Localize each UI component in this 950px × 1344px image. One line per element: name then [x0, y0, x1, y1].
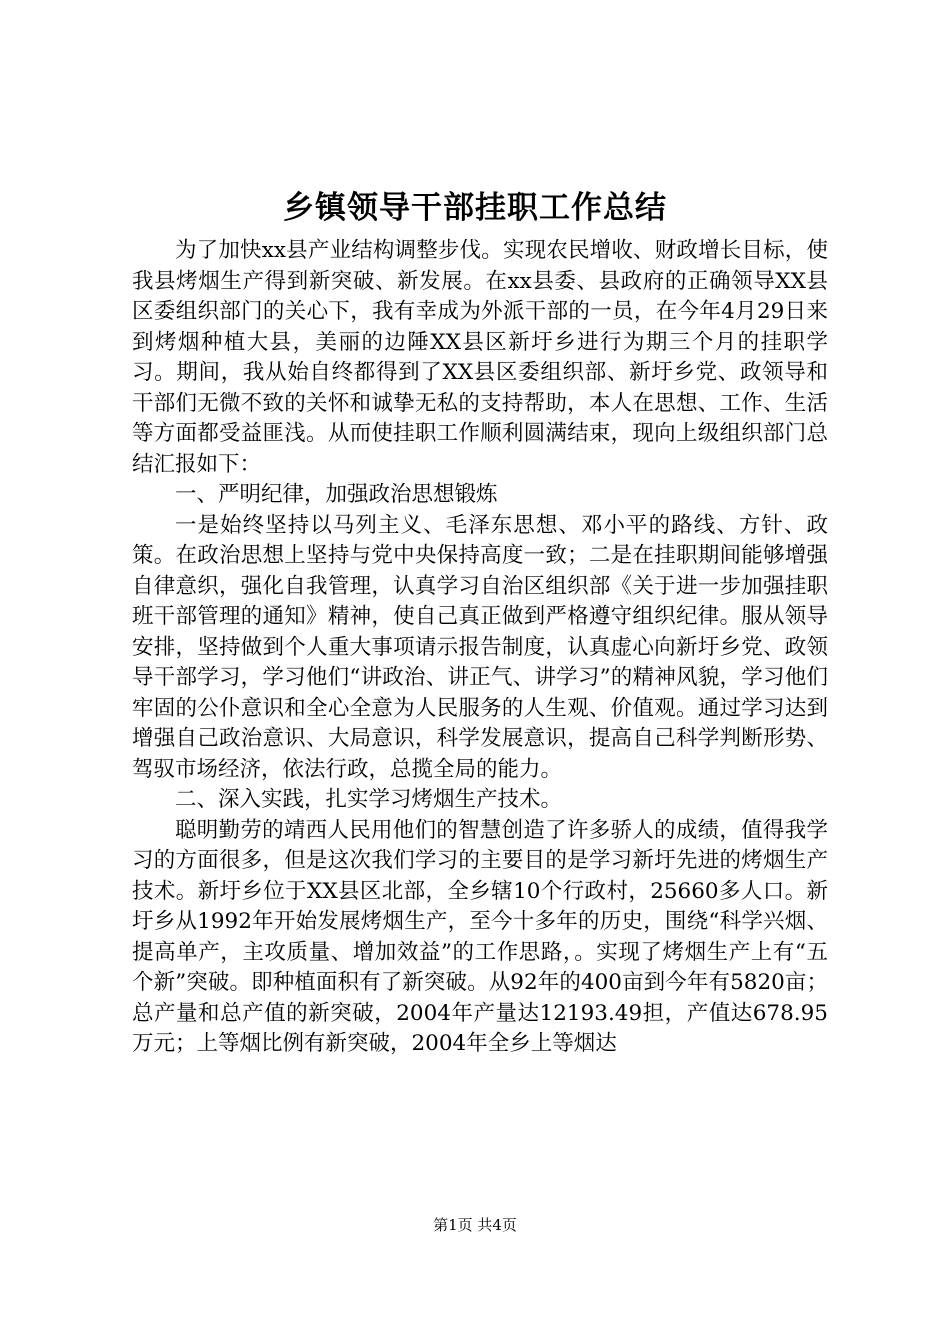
document-title: 乡镇领导干部挂职工作总结 — [283, 190, 667, 226]
section-1-paragraph: 一是始终坚持以马列主义、毛泽东思想、邓小平的路线、方针、政策。在政治思想上坚持与党中央保持高度一致；二是在挂职期间能够增强自律意织，强化自我管理，认真学习自治区组织部《关于进一步加强挂职班干部管理的通知》精神，使自己真正做到严格遵守组织纪律。服从领导安排，坚持做到个人重大事项请示报告制度，认真虚心向新圩乡党、政领导干部学习，学习他们“讲政治、讲正气、讲学习”的精神风貌，学习他们牢固的公仆意识和全心全意为人民服务的人生观、价值观。通过学习达到增强自己政治意识、大局意识，科学发展意识，提高自己科学判断形势、驾驭市场经济，依法行政，总揽全局的能力。 — [132, 512, 828, 782]
page-footer: 第1页 共4页 — [433, 1216, 517, 1234]
document-body — [132, 236, 828, 1060]
section-2-paragraph: 聪明勤劳的靖西人民用他们的智慧创造了许多骄人的成绩，值得我学习的方面很多，但是这次我们学习的主要目的是学习新圩先进的烤烟生产技术。新圩乡位于XX县区北部，全乡辖10个行政村，25660多人口。新圩乡从1992年开始发展烤烟生产，至今十多年的历史，围绕“科学兴烟、提高单产，主攻质量、增加效益”的工作思路，。实现了烤烟生产上有“五个新”突破。即种植面积有了新突破。从92年的400亩到今年有5820亩；总产量和总产值的新突破，2004年产量达12193.49担，产值达678.95万元；上等烟比例有新突破，2004年全乡上等烟达 — [132, 817, 828, 1056]
section-heading-1: 一、严明纪律，加强政治思想锻炼 — [175, 482, 498, 507]
intro-paragraph: 为了加快xx县产业结构调整步伐。实现农民增收、财政增长目标，使我县烤烟生产得到新突破、新发展。在xx县委、县政府的正确领导XX县区委组织部门的关心下，我有幸成为外派干部的一员，在今年4月29日来到烤烟种植大县，美丽的边陲XX县区新圩乡进行为期三个月的挂职学习。期间，我从始自终都得到了XX县区委组织部、新圩乡党、政领导和干部们无微不致的关怀和诚挚无私的支持帮助，本人在思想、工作、生活等方面都受益匪浅。从而使挂职工作顺利圆满结束，现向上级组织部门总结汇报如下： — [132, 238, 828, 477]
section-heading-2: 二、深入实践，扎实学习烤烟生产技术。 — [175, 787, 563, 812]
